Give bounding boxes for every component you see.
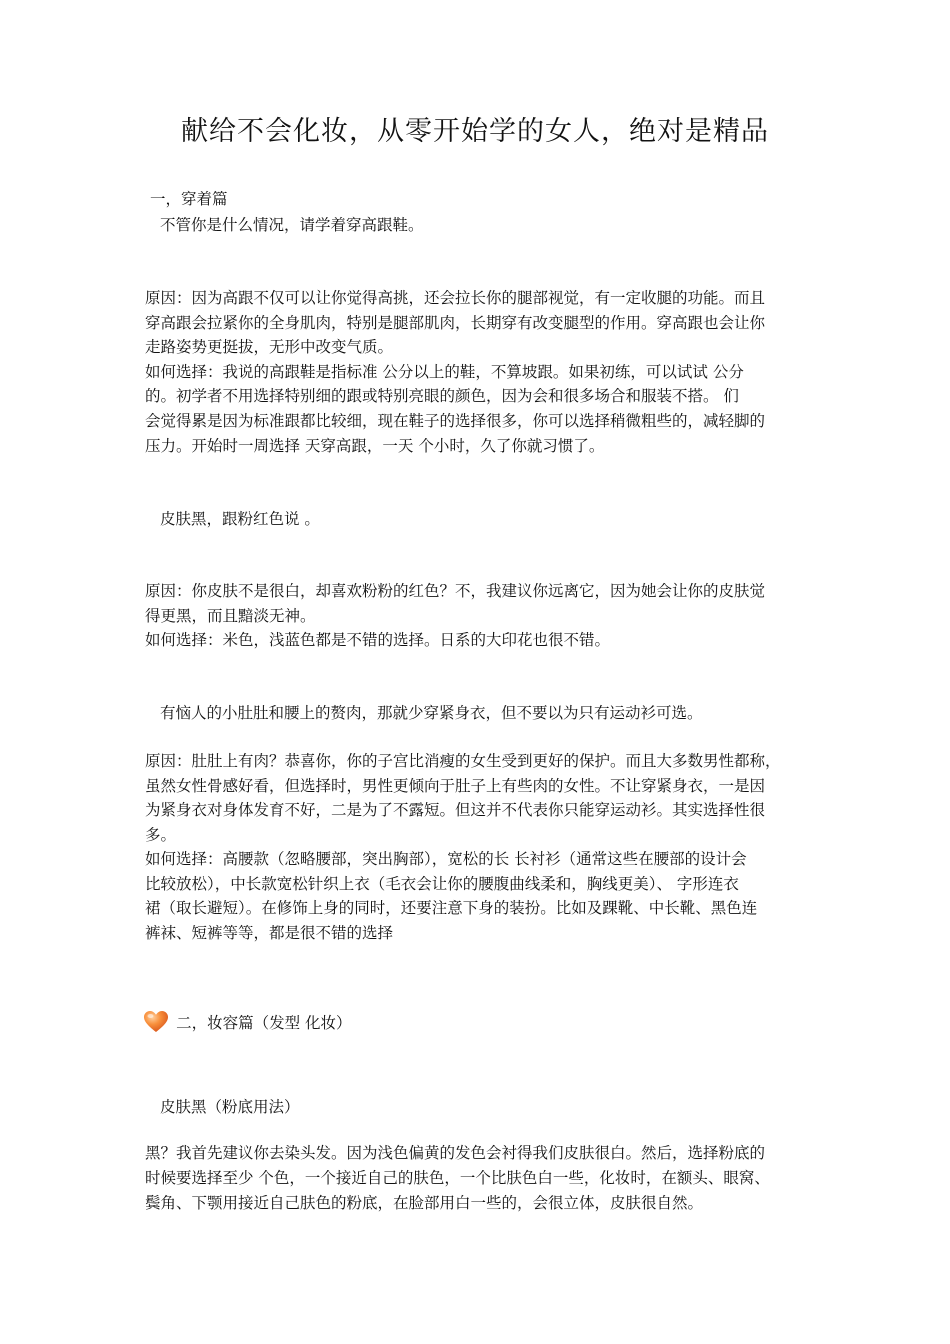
choice-line: 的。初学者不用选择特别细的跟或特别亮眼的颜色，因为会和很多场合和服装不搭。 们	[145, 387, 739, 405]
choice-line: 如何选择：我说的高跟鞋是指标准 公分以上的鞋，不算坡跟。如果初练，可以试试 公分	[145, 363, 744, 381]
choice-line: 比较放松），中长款宽松针织上衣（毛衣会让你的腰腹曲线柔和，胸线更美）、 字形连衣	[145, 875, 739, 893]
choice-line: 如何选择：米色，浅蓝色都是不错的选择。日系的大印花也很不错。	[145, 631, 611, 649]
choice-line: 裤袜、短裤等等，都是很不错的选择	[145, 924, 394, 942]
reason-line: 多。	[145, 826, 177, 844]
tip-heading: 皮肤黑，跟粉红色说 。	[160, 510, 320, 528]
heart-icon	[143, 1010, 169, 1034]
choice-line: 裙（取长避短）。在修饰上身的同时，还要注意下身的装扮。比如及踝靴、中长靴、黑色连	[145, 899, 758, 917]
tip-heading: 有恼人的小肚肚和腰上的赘肉，那就少穿紧身衣，但不要以为只有运动衫可选。	[160, 704, 703, 722]
choice-line: 会觉得累是因为标准跟都比较细，现在鞋子的选择很多，你可以选择稍微粗些的，减轻脚的	[145, 412, 766, 430]
body-line: 时候要选择至少 个色，一个接近自己的肤色，一个比肤色白一些，化妆时，在额头、眼窝、	[145, 1169, 770, 1187]
section1-heading: 一，穿着篇	[150, 190, 228, 208]
document-title: 献给不会化妆，从零开始学的女人，绝对是精品	[181, 116, 769, 147]
section2-heading-row	[143, 1010, 352, 1038]
reason-line: 穿高跟会拉紧你的全身肌肉，特别是腿部肌肉，长期穿有改变腿型的作用。穿高跟也会让你	[145, 314, 766, 332]
choice-line: 如何选择：高腰款（忽略腰部，突出胸部），宽松的长 长衬衫（通常这些在腰部的设计会	[145, 850, 747, 868]
reason-line: 原因：因为高跟不仅可以让你觉得高挑，还会拉长你的腿部视觉，有一定收腿的功能。而且	[145, 289, 766, 307]
tip-heading: 皮肤黑（粉底用法）	[160, 1098, 300, 1116]
reason-line: 得更黑，而且黯淡无神。	[145, 607, 316, 625]
reason-line: 走路姿势更挺拔，无形中改变气质。	[145, 338, 394, 356]
choice-line: 压力。开始时一周选择 天穿高跟，一天 个小时，久了你就习惯了。	[145, 437, 605, 455]
section1-intro: 不管你是什么情况，请学着穿高跟鞋。	[160, 216, 424, 234]
reason-line: 为紧身衣对身体发育不好，二是为了不露短。但这并不代表你只能穿运动衫。其实选择性很	[145, 801, 766, 819]
section2-heading: 二，妆容篇（发型 化妆）	[176, 1014, 352, 1032]
reason-line: 原因：肚肚上有肉？恭喜你，你的子宫比消瘦的女生受到更好的保护。而且大多数男性都称，	[145, 752, 781, 770]
reason-line: 虽然女性骨感好看，但选择时，男性更倾向于肚子上有些肉的女性。不让穿紧身衣，一是因	[145, 777, 766, 795]
reason-line: 原因：你皮肤不是很白，却喜欢粉粉的红色？不，我建议你远离它，因为她会让你的皮肤觉	[145, 582, 766, 600]
body-line: 鬓角、下颚用接近自己肤色的粉底，在脸部用白一些的，会很立体，皮肤很自然。	[145, 1194, 704, 1212]
body-line: 黑？我首先建议你去染头发。因为浅色偏黄的发色会衬得我们皮肤很白。然后，选择粉底的	[145, 1144, 766, 1162]
